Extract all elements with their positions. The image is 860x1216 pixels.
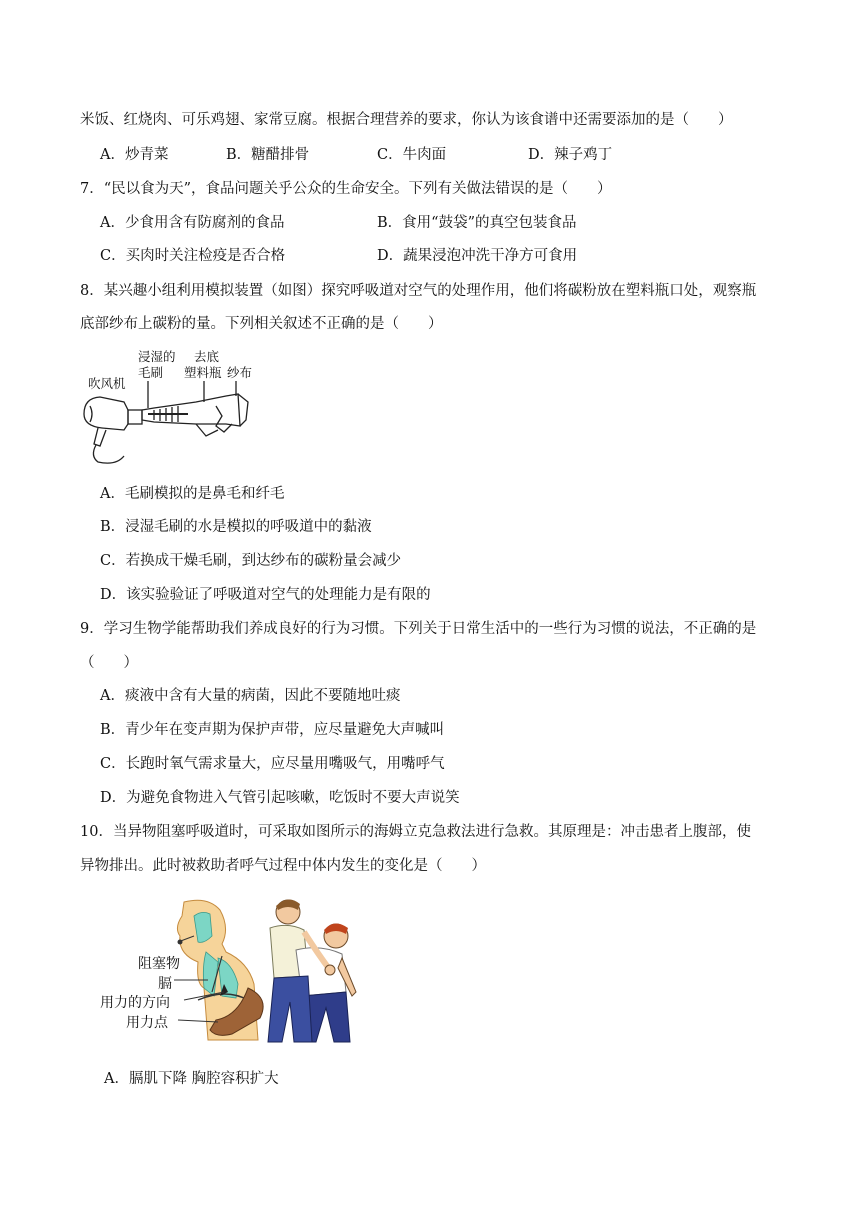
q8-stem-line2: 底部纱布上碳粉的量。下列相关叙述不正确的是（ ）	[80, 316, 443, 332]
q7-option-c: C．买肉时关注检疫是否合格	[100, 248, 286, 264]
brush-bottle-drawing	[142, 381, 248, 436]
q7-option-d: D．蔬果浸泡冲洗干净方可食用	[377, 248, 578, 264]
body-section-drawing	[174, 900, 263, 1040]
q9-option-a: A．痰液中含有大量的病菌，因此不要随地吐痰	[100, 688, 401, 704]
q7-option-b: B．食用“鼓袋”的真空包装食品	[377, 215, 577, 231]
label-gauze: 纱布	[227, 365, 253, 380]
label-bottle-1: 去底	[194, 349, 220, 364]
label-diaphragm: 膈	[158, 976, 172, 992]
label-dryer: 吹风机	[88, 376, 126, 391]
q9-option-b: B．青少年在变声期为保护声带，应尽量避免大声喊叫	[100, 722, 445, 738]
q6-option-d: D．辣子鸡丁	[528, 147, 613, 163]
q10-option-a: A．膈肌下降 胸腔容积扩大	[104, 1071, 279, 1087]
q8-option-a: A．毛刷模拟的是鼻毛和纤毛	[100, 486, 285, 502]
q7-stem: 7．“民以食为天”，食品问题关乎公众的生命安全。下列有关做法错误的是（ ）	[80, 181, 612, 197]
label-bottle-2: 塑料瓶	[184, 365, 222, 380]
q10-stem-line1: 10．当异物阻塞呼吸道时，可采取如图所示的海姆立克急救法进行急救。其原理是：冲击患者上腹部，使	[80, 824, 751, 840]
q9-option-c: C．长跑时氧气需求量大，应尽量用嘴吸气，用嘴呼气	[100, 756, 445, 772]
q6-option-c: C．牛肉面	[377, 147, 447, 163]
rescuer-patient-drawing	[268, 899, 356, 1042]
label-blockage: 阻塞物	[138, 956, 180, 972]
q8-option-c: C．若换成干燥毛刷，到达纱布的碳粉量会减少	[100, 553, 402, 569]
label-brush-1: 浸湿的	[138, 349, 176, 364]
q8-stem-line1: 8．某兴趣小组利用模拟装置（如图）探究呼吸道对空气的处理作用，他们将碳粉放在塑料瓶口处，观察瓶	[80, 283, 757, 299]
q10-stem-line2: 异物排出。此时被救助者呼气过程中体内发生的变化是（ ）	[80, 858, 486, 874]
q8-apparatus-figure	[76, 344, 276, 470]
q7-option-a: A．少食用含有防腐剂的食品	[100, 215, 285, 231]
label-force-direction: 用力的方向	[100, 995, 170, 1011]
q9-stem-line1: 9．学习生物学能帮助我们养成良好的行为习惯。下列关于日常生活中的一些行为习惯的说法，不正确的是	[80, 621, 757, 637]
label-brush-2: 毛刷	[138, 365, 164, 380]
q6-stem: 米饭、红烧肉、可乐鸡翅、家常豆腐。根据合理营养的要求，你认为该食谱中还需要添加的是（ ）	[80, 112, 733, 128]
q6-option-b: B．糖醋排骨	[226, 147, 310, 163]
q9-stem-line2: （ ）	[80, 655, 138, 671]
q10-heimlich-figure	[98, 892, 360, 1048]
label-force-point: 用力点	[126, 1015, 168, 1031]
q6-option-a: A．炒青菜	[100, 147, 169, 163]
hair-dryer-drawing	[84, 397, 142, 463]
q8-option-d: D．该实验验证了呼吸道对空气的处理能力是有限的	[100, 587, 431, 603]
q9-option-d: D．为避免食物进入气管引起咳嗽，吃饭时不要大声说笑	[100, 790, 460, 806]
q8-option-b: B．浸湿毛刷的水是模拟的呼吸道中的黏液	[100, 519, 372, 535]
